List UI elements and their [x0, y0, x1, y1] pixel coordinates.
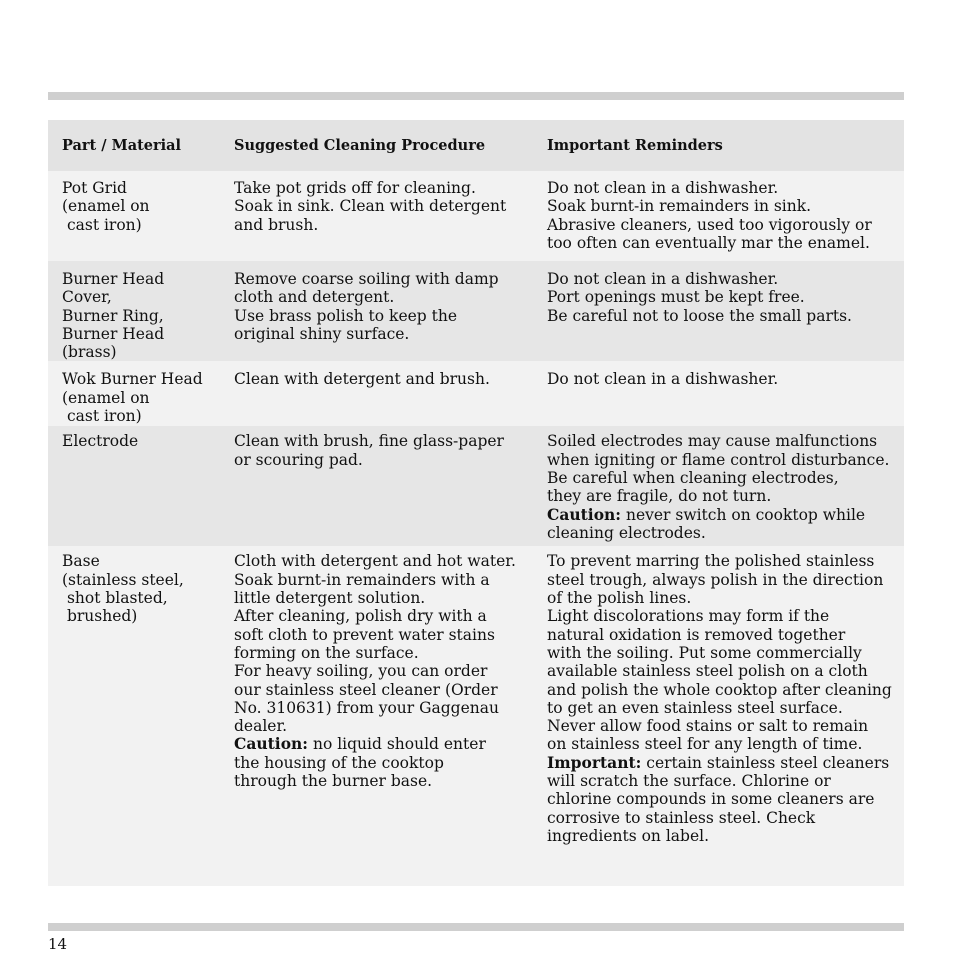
procedure-cell: Clean with detergent and brush.	[220, 361, 533, 426]
part-cell: Burner Head Cover, Burner Ring, Burner Head (brass)	[48, 261, 220, 361]
reminders-cell: Do not clean in a dishwasher. Port openings must be kept free. Be careful not to loose the small parts.	[533, 261, 904, 361]
bottom-divider-bar	[48, 923, 904, 931]
top-divider-bar	[48, 92, 904, 100]
procedure-cell: Clean with brush, fine glass-paper or scouring pad.	[220, 426, 533, 546]
important-text: certain stainless steel cleaners will scratch the surface. Chlorine or chlorine compounds in some cleaners are corrosive to stainless steel. Check ingredients on label.	[547, 753, 890, 845]
reminders-text: Soiled electrodes may cause malfunctions when igniting or flame control disturbance. Be careful when cleaning electrodes, they are fragile, do not turn.	[547, 432, 890, 506]
reminders-cell: Do not clean in a dishwasher. Soak burnt-in remainders in sink. Abrasive cleaners, used too vigorously or too often can eventually mar the enamel.	[533, 171, 904, 261]
important-label: Important:	[547, 752, 642, 772]
caution-label: Caution:	[547, 504, 622, 524]
table-row-wok-burner-head	[48, 361, 904, 426]
caution-text: never switch on cooktop while cleaning electrodes.	[547, 505, 866, 542]
reminders-cell	[533, 546, 904, 886]
caution-label: Caution:	[234, 734, 309, 754]
header-cleaning-procedure: Suggested Cleaning Procedure	[220, 120, 533, 171]
caution-text: no liquid should enter the housing of the cooktop through the burner base.	[234, 735, 486, 791]
header-part-material: Part / Material	[48, 120, 220, 171]
table-row-pot-grid	[48, 171, 904, 261]
table-row-base	[48, 546, 904, 886]
reminders-cell	[533, 426, 904, 546]
procedure-text: Cloth with detergent and hot water. Soak burnt-in remainders with a little detergent solution. After cleaning, polish dry with a soft cloth to prevent water stains forming on the surface. For heavy soiling, you can order our stainless steel cleaner (Order No. 310631) from your Gaggenau dealer.	[234, 552, 516, 736]
procedure-cell: Take pot grids off for cleaning. Soak in sink. Clean with detergent and brush.	[220, 171, 533, 261]
part-cell: Pot Grid (enamel on cast iron)	[48, 171, 220, 261]
procedure-cell: Remove coarse soiling with damp cloth and detergent. Use brass polish to keep the original shiny surface.	[220, 261, 533, 361]
table-header-row	[48, 120, 904, 171]
table-row-electrode	[48, 426, 904, 546]
reminders-cell: Do not clean in a dishwasher.	[533, 361, 904, 426]
part-cell: Base (stainless steel, shot blasted, brushed)	[48, 546, 220, 886]
part-cell: Wok Burner Head (enamel on cast iron)	[48, 361, 220, 426]
header-important-reminders: Important Reminders	[533, 120, 904, 171]
part-cell: Electrode	[48, 426, 220, 546]
cleaning-table	[48, 120, 904, 886]
procedure-cell	[220, 546, 533, 886]
page-number: 14	[48, 935, 68, 953]
table-row-burner-head	[48, 261, 904, 361]
reminders-text: To prevent marring the polished stainless steel trough, always polish in the direction of the polish lines. Light discolorations may form if the natural oxidation is removed together with the soiling. Put some commercially available stainless steel polish on a cloth and polish the whole cooktop after cleaning to get an even stainless steel surface. Never allow food stains or salt to remain on stainless steel for any length of time.	[547, 552, 892, 754]
